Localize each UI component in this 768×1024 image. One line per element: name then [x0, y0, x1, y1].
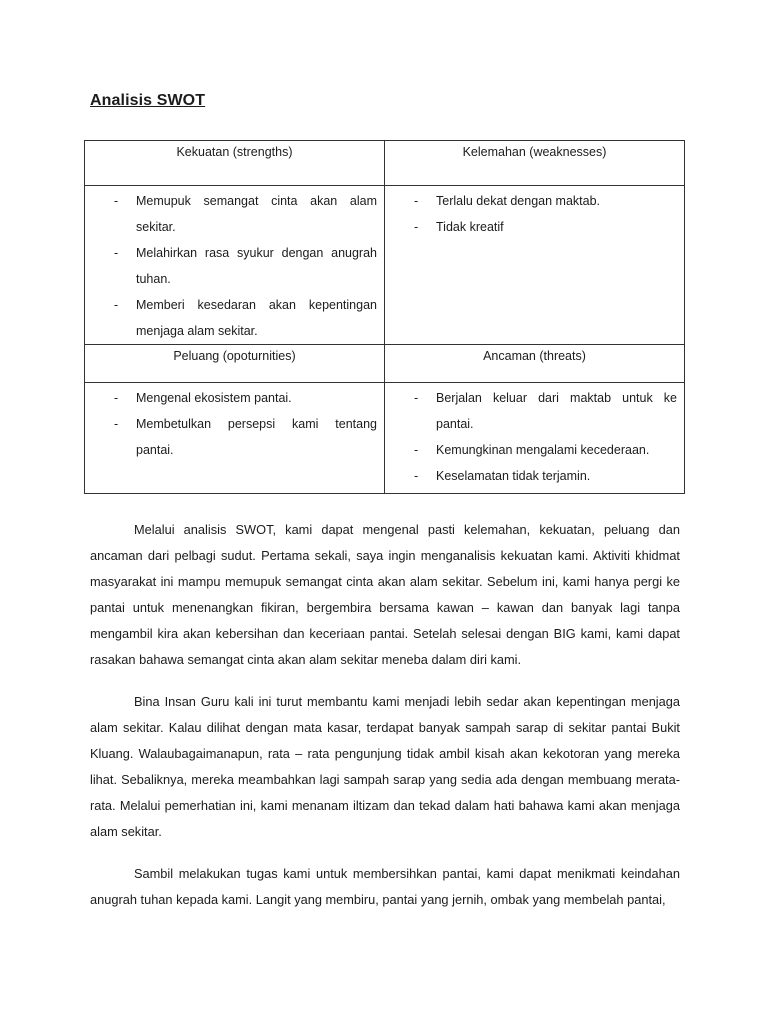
threats-cell: [385, 383, 685, 494]
bullet-dash: -: [114, 246, 119, 260]
list-item: - Melahirkan rasa syukur dengan anugrah tuhan.: [85, 240, 384, 292]
bullet-dash: -: [114, 194, 119, 208]
opportunities-cell: [85, 383, 385, 494]
bullet-dash: -: [114, 391, 119, 405]
list-item: - Memberi kesedaran akan kepentingan menjaga alam sekitar.: [85, 292, 384, 344]
list-item: - Terlalu dekat dengan maktab.: [385, 188, 684, 214]
list-item: - Membetulkan persepsi kami tentang pantai.: [85, 411, 384, 463]
threats-list: [385, 385, 684, 489]
threats-heading-cell: [385, 345, 685, 383]
list-item: - Keselamatan tidak terjamin.: [385, 463, 684, 489]
bullet-dash: -: [414, 220, 419, 234]
bullet-dash: -: [414, 469, 419, 483]
list-item: - Memupuk semangat cinta akan alam sekitar.: [85, 188, 384, 240]
strengths-list: [85, 188, 384, 344]
opportunities-list: [85, 385, 384, 463]
paragraph: Melalui analisis SWOT, kami dapat mengenal pasti kelemahan, kekuatan, peluang dan ancaman dari pelbagi sudut. Pertama sekali, saya ingin menganalisis kekuatan kami. Aktiviti khidmat masyarakat ini mampu memupuk semangat cinta akan alam sekitar. Sebelum ini, kami hanya pergi ke pantai untuk menenangkan fikiran, bergembira bersama kawan – kawan dan banyak lagi tanpa mengambil kira akan kebersihan dan keceriaan pantai. Setelah selesai dengan BIG kami, kami dapat rasakan bahawa semangat cinta akan alam sekitar meneba dalam diri kami.: [90, 522, 680, 667]
list-item: - Mengenal ekosistem pantai.: [85, 385, 384, 411]
strengths-cell: [85, 186, 385, 345]
bullet-dash: -: [414, 443, 419, 457]
bullet-dash: -: [114, 298, 119, 312]
weaknesses-list: [385, 188, 684, 240]
threats-heading: Ancaman (threats): [483, 349, 586, 363]
opportunities-heading: Peluang (opoturnities): [173, 349, 296, 363]
list-item: - Berjalan keluar dari maktab untuk ke pantai.: [385, 385, 684, 437]
paragraph: Sambil melakukan tugas kami untuk membersihkan pantai, kami dapat menikmati keindahan anugrah tuhan kepada kami. Langit yang membiru, pantai yang jernih, ombak yang membelah pantai,: [90, 866, 680, 907]
bullet-dash: -: [414, 194, 419, 208]
list-item: - Tidak kreatif: [385, 214, 684, 240]
bullet-dash: -: [114, 417, 119, 431]
weaknesses-cell: [385, 186, 685, 345]
paragraph: Bina Insan Guru kali ini turut membantu kami menjadi lebih sedar akan kepentingan menjaga alam sekitar. Kalau dilihat dengan mata kasar, terdapat banyak sampah sarap di sekitar pantai Bukit Kluang. Walaubagaimanapun, rata – rata pengunjung tidak ambil kisah akan kekotoran yang mereka lihat. Sebaliknya, mereka meambahkan lagi sampah sarap yang sedia ada dengan membuang merata-rata. Melalui pemerhatian ini, kami menanam iltizam dan tekad dalam hati bahawa kami akan menjaga alam sekitar.: [90, 694, 680, 839]
list-item: - Kemungkinan mengalami kecederaan.: [385, 437, 684, 463]
strengths-heading: Kekuatan (strengths): [176, 145, 293, 159]
opportunities-heading-cell: [85, 345, 385, 383]
bullet-dash: -: [414, 391, 419, 405]
strengths-heading-cell: [85, 141, 385, 186]
weaknesses-heading-cell: [385, 141, 685, 186]
page-title: Analisis SWOT: [90, 92, 206, 109]
body-text: [90, 517, 680, 929]
weaknesses-heading: Kelemahan (weaknesses): [462, 145, 607, 159]
swot-table: [84, 140, 685, 494]
